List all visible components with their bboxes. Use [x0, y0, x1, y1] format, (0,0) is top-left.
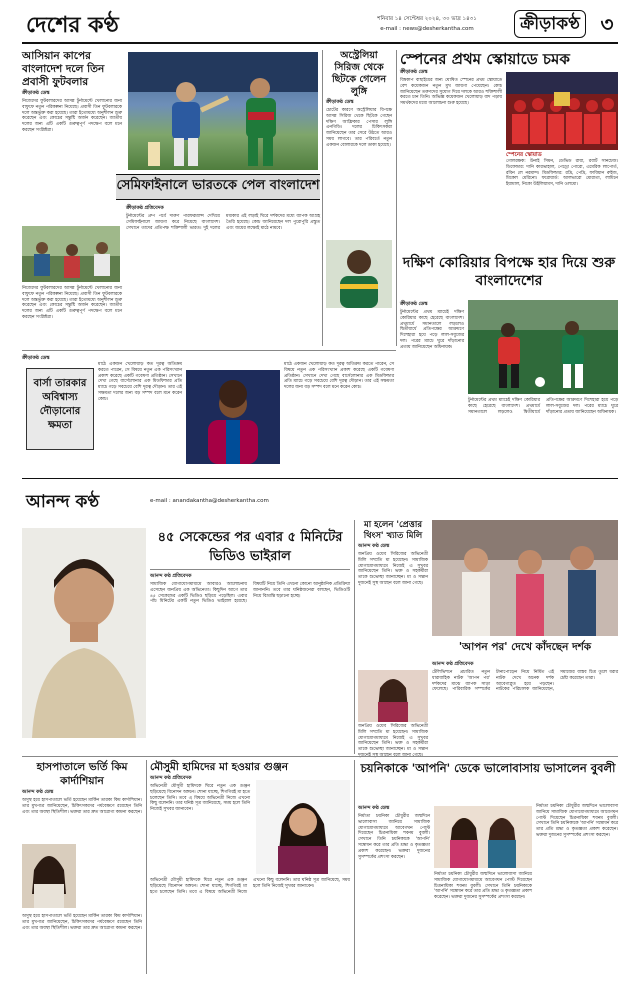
- article-viral: [150, 572, 350, 740]
- asian-cup-continued: নিজেদের ফুটবলারদের আসন্ন টুর্নামেন্টে খেলানোর জন্য বাফুফে নতুন পরিকল্পনা নিয়েছে। প্রবাসী তিন ফুটবলারকে দলে অন্তর্ভুক্ত করা হয়েছে। তারা ইতোমধ্যে অনুশীলন শুরু করেছেন এবং কোচের সন্তুষ্টি অর্জন করেছেন। জাতীয় দলের জন্য এটি একটি গুরুত্বপূর্ণ পদক্ষেপ বলে মনে করছেন সংশ্লিষ্টরা।: [22, 286, 122, 320]
- body-text: অভিনেত্রী মৌসুমী হামিদকে ঘিরে নতুন এক গুঞ্জন ছড়িয়েছে বিনোদন অঙ্গনে। শোনা যাচ্ছে, শিগগিরই মা হতে চলেছেন তিনি। তবে এ বিষয়ে অভিনেত্রী নিজে এখনো কিছু বলেননি। তার ঘনিষ্ঠ সূত্র জানিয়েছে, সময় হলে তিনি নিজেই সুখবর জানাবেন।: [150, 784, 250, 813]
- headline: বার্সা তারকার অবিশ্বাস্য দৌড়ানোর ক্ষমতা: [33, 378, 87, 431]
- masthead: [22, 8, 618, 44]
- photo-actor: [22, 528, 146, 738]
- body-text: জনপ্রিয় ওয়েব সিরিজের অভিনেত্রী মিলি সম্প্রতি মা হয়েছেন। সামাজিক যোগাযোগমাধ্যমে নিজেই এ সুখবর জানিয়েছেন তিনি। ভক্ত ও সহকর্মীরা তাকে শুভেচ্ছা জানাচ্ছেন। মা ও সন্তান দুজনেই সুস্থ আছেন বলে জানা গেছে।: [358, 552, 428, 586]
- entertainment-header: [22, 490, 618, 516]
- body-text: অসুস্থ হয়ে হাসপাতালে ভর্তি হয়েছেন মার্কিন তারকা কিম কার্দাশিয়ান। তার মুখপাত্র জানিয়েছেন, চিকিৎসকদের পর্যবেক্ষণে রয়েছেন তিনি এবং তার অবস্থা স্থিতিশীল। ভক্তরা তার দ্রুত আরোগ্য কামনা করছেন।: [22, 798, 142, 815]
- body-text: চোটের কারণে অস্ট্রেলিয়ার বিপক্ষে আসন্ন সিরিজ থেকে ছিটকে গেছেন দক্ষিণ আফ্রিকার পেসার লুঙ্গি এনগিডি। দলের চিকিৎসকরা জানিয়েছেন তার সেরে উঠতে আরও সময় লাগবে। তার পরিবর্তে নতুন একজন বোলারকে দলে ডাকা হয়েছে।: [326, 108, 392, 148]
- headline: ৪৫ সেকেন্ডের পর এবার ৫ মিনিটের ভিডিও ভাইরাল: [157, 530, 343, 564]
- headline: আসিয়ান কাপের বাংলাদেশ দলে তিন প্রবাসী ফুটবলার: [22, 50, 105, 88]
- article-chayanika-headline: [358, 760, 618, 800]
- entertainment-title: আনন্দ কণ্ঠ: [26, 492, 100, 512]
- body-text: টুর্নামেন্টের গ্রুপ পর্বে দারুণ পারফরম্যান্স দেখিয়ে সেমিফাইনালে জায়গা করে নিয়েছে বাংলাদেশ। সেখানে তাদের প্রতিপক্ষ শক্তিশালী ভারত। দুই দলের মধ্যকার এই লড়াই ঘিরে দর্শকদের মধ্যে ব্যাপক আগ্রহ তৈরি হয়েছে। কোচ জানিয়েছেন দল পুরোপুরি প্রস্তুত এবং জয়ের লক্ষ্যেই মাঠে নামবে।: [126, 214, 320, 231]
- headline: দক্ষিণ কোরিয়ার বিপক্ষে হার দিয়ে শুরু বাংলাদেশের: [402, 255, 616, 289]
- photo-cricket-match: [128, 52, 318, 170]
- body-text: টেলিভিশনে প্রচারিত নতুন ধারাবাহিক নাটক 'আপন পর' দর্শকদের মাঝে ব্যাপক সাড়া ফেলেছে। পারিবারিক সম্পর্কের টানাপোড়েন নিয়ে নির্মিত এই নাটক দেখে অনেক দর্শক আবেগাপ্লুত হয়ে পড়ছেন। নাটকের পরিচালক জানিয়েছেন, সমাজের বাস্তব চিত্র তুলে ধরার চেষ্টা করেছেন তারা।: [432, 670, 618, 693]
- chayanika-continued-1: নির্মাতা চয়নিকা চৌধুরীর জন্মদিনে ভালোবাসা জানিয়ে সামাজিক যোগাযোগমাধ্যমে আবেগঘন পোস্ট দিয়েছেন চিত্রনায়িকা শবনম বুবলী। সেখানে তিনি চয়নিকাকে 'আপনি' সম্বোধন করে তার প্রতি শ্রদ্ধা ও কৃতজ্ঞতা প্রকাশ করেছেন। ভক্তরা দুজনের সুসম্পর্কের প্রশংসা করছেন।: [434, 872, 532, 901]
- photo-chayanika-bubly: [434, 806, 532, 868]
- headline: সেমিফাইনালে ভারতকে পেল বাংলাদেশ: [116, 178, 320, 193]
- article-korea-headline: [400, 254, 618, 296]
- byline: আনন্দ কণ্ঠ ডেস্ক: [358, 544, 390, 549]
- byline: ক্রীড়াকণ্ঠ ডেস্ক: [22, 91, 50, 96]
- byline: ক্রীড়াকণ্ঠ ডেস্ক: [22, 356, 50, 361]
- viral-headline-box: [150, 528, 350, 570]
- byline: আনন্দ কণ্ঠ প্রতিবেদক: [150, 776, 192, 781]
- headline: চয়নিকাকে 'আপনি' ডেকে ভালোবাসায় ভাসালেন বুবলী: [360, 761, 616, 775]
- spain-squad-caption: [506, 152, 618, 252]
- article-korea: [400, 300, 464, 470]
- page-number: ৩: [600, 12, 614, 36]
- body-text: বিশ্বকাপ বাছাইয়ের জন্য ঘোষিত স্পেনের প্রথম স্কোয়াডে বেশ কয়েকজন নতুন মুখ জায়গা পেয়েছেন। কোচ জানিয়েছেন তরুণদের সুযোগ দিয়ে দলকে আরও শক্তিশালী করতে চান তিনি। অভিজ্ঞ কয়েকজন খেলোয়াড় বাদ পড়ায় সমর্থকদের মধ্যে আলোচনা শুরু হয়েছে।: [400, 78, 502, 107]
- kim-continued: অসুস্থ হয়ে হাসপাতালে ভর্তি হয়েছেন মার্কিন তারকা কিম কার্দাশিয়ান। তার মুখপাত্র জানিয়েছেন, চিকিৎসকদের পর্যবেক্ষণে রয়েছেন তিনি এবং তার অবস্থা স্থিতিশীল। ভক্তরা তার দ্রুত আরোগ্য কামনা করছেন।: [22, 914, 142, 931]
- byline: ক্রীড়াকণ্ঠ প্রতিবেদক: [126, 206, 164, 211]
- article-apon-por: [432, 660, 618, 756]
- brand-left: দেশের কণ্ঠ: [26, 12, 119, 38]
- article-mili: [358, 520, 428, 646]
- photo-korea-match: [468, 300, 618, 394]
- body-text: নির্মাতা চয়নিকা চৌধুরীর জন্মদিনে ভালোবাসা জানিয়ে সামাজিক যোগাযোগমাধ্যমে আবেগঘন পোস্ট দিয়েছেন চিত্রনায়িকা শবনম বুবলী। সেখানে তিনি চয়নিকাকে 'আপনি' সম্বোধন করে তার প্রতি শ্রদ্ধা ও কৃতজ্ঞতা প্রকাশ করেছেন। ভক্তরা দুজনের সুসম্পর্কের প্রশংসা করছেন।: [358, 814, 430, 860]
- email-line: e-mail : news@desherkantha.com: [380, 26, 474, 32]
- photo-barca-player: [186, 370, 280, 464]
- byline: ক্রীড়াকণ্ঠ ডেস্ক: [326, 100, 354, 105]
- byline: ক্রীড়াকণ্ঠ ডেস্ক: [400, 70, 428, 75]
- section-title-box: [514, 10, 586, 38]
- date-line: শনিবার ১৪ সেপ্টেম্বর ২০২৪, ৩০ ভাদ্র ১৪৩১: [377, 16, 477, 22]
- byline: আনন্দ কণ্ঠ ডেস্ক: [22, 790, 54, 795]
- byline: ক্রীড়াকণ্ঠ ডেস্ক: [400, 302, 428, 307]
- article-chayanika: [358, 804, 430, 974]
- mousumi-continued: অভিনেত্রী মৌসুমী হামিদকে ঘিরে নতুন এক গুঞ্জন ছড়িয়েছে বিনোদন অঙ্গনে। শোনা যাচ্ছে, শিগগিরই মা হতে চলেছেন তিনি। তবে এ বিষয়ে অভিনেত্রী নিজে এখনো কিছু বলেননি। তার ঘনিষ্ঠ সূত্র জানিয়েছে, সময় হলে তিনি নিজেই সুখবর জানাবেন।: [150, 878, 350, 895]
- section-title: ক্রীড়াকণ্ঠ: [520, 14, 580, 34]
- apon-por-headline-box: [432, 640, 618, 656]
- photo-mili: [358, 670, 428, 722]
- body-text: নিজেদের ফুটবলারদের আসন্ন টুর্নামেন্টে খেলানোর জন্য বাফুফে নতুন পরিকল্পনা নিয়েছে। প্রবাসী তিন ফুটবলারকে দলে অন্তর্ভুক্ত করা হয়েছে। তারা ইতোমধ্যে অনুশীলন শুরু করেছেন এবং কোচের সন্তুষ্টি অর্জন করেছেন। জাতীয় দলের জন্য এটি একটি গুরুত্বপূর্ণ পদক্ষেপ বলে মনে করছেন সংশ্লিষ্টরা।: [22, 99, 122, 133]
- headline: স্পেনের প্রথম স্কোয়াডে চমক: [400, 50, 570, 68]
- body-text: সামাজিক যোগাযোগমাধ্যমে আবারও আলোচনায় এসেছেন জনপ্রিয় এক অভিনেতা। কিছুদিন আগে তার ৪৫ সেকেন্ডের একটি ভিডিও ছড়িয়ে পড়েছিল। এবার পাঁচ মিনিটের একটি নতুন ভিডিও ভাইরাল হয়েছে। বিষয়টি নিয়ে তিনি এখনো কোনো আনুষ্ঠানিক প্রতিক্রিয়া জানাননি। তবে তার ঘনিষ্ঠজনেরা বলছেন, ভিডিওটি নিয়ে বিভ্রান্তি ছড়ানো হচ্ছে।: [150, 582, 350, 605]
- barca-body-col1: মাঠে একজন খেলোয়াড় কত দূরত্ব অতিক্রম করতে পারেন, সে বিষয়ে নতুন এক পরিসংখ্যান প্রকাশ করেছে একটি গবেষণা প্রতিষ্ঠান। সেখানে দেখা গেছে বার্সেলোনার এক মিডফিল্ডার প্রতি ম্যাচে গড়ে সবচেয়ে বেশি দূরত্ব দৌড়ান। তার এই সক্ষমতা দলের জন্য বড় সম্পদ বলে মনে করেন কোচ।: [98, 362, 182, 402]
- chayanika-continued-2: নির্মাতা চয়নিকা চৌধুরীর জন্মদিনে ভালোবাসা জানিয়ে সামাজিক যোগাযোগমাধ্যমে আবেগঘন পোস্ট দিয়েছেন চিত্রনায়িকা শবনম বুবলী। সেখানে তিনি চয়নিকাকে 'আপনি' সম্বোধন করে তার প্রতি শ্রদ্ধা ও কৃতজ্ঞতা প্রকাশ করেছেন। ভক্তরা দুজনের সুসম্পর্কের প্রশংসা করছেন।: [536, 804, 618, 838]
- caption-text: গোলরক্ষক: উনাই সিমন, ডেভিড রায়া, রবার্ট সানচেজ। ডিফেন্ডার: দানি কারভাহাল, পেড্রো পোরো, এমেরিক লাপোর্ত, রবিন লে নরমান্দ। মিডফিল্ডার: রদ্রি, পেদ্রি, ফাবিয়ান রুইজ, মিকেল মেরিনো। ফরোয়ার্ড: আলভারো মোরাতা, লামিনে ইয়ামাল, নিকো উইলিয়ামস, দানি ওলমো।: [506, 159, 618, 188]
- banner-semifinal: [116, 174, 320, 200]
- photo-mousumi: [256, 780, 350, 874]
- photo-spain-team: [506, 72, 618, 150]
- barca-headline-box: [26, 368, 94, 450]
- barca-body-col2: মাঠে একজন খেলোয়াড় কত দূরত্ব অতিক্রম করতে পারেন, সে বিষয়ে নতুন এক পরিসংখ্যান প্রকাশ করেছে একটি গবেষণা প্রতিষ্ঠান। সেখানে দেখা গেছে বার্সেলোনার এক মিডফিল্ডার প্রতি ম্যাচে গড়ে সবচেয়ে বেশি দূরত্ব দৌড়ান। তার এই সক্ষমতা দলের জন্য বড় সম্পদ বলে মনে করেন কোচ।: [284, 362, 394, 391]
- byline: আনন্দ কণ্ঠ প্রতিবেদক: [432, 662, 474, 667]
- headline: মৌসুমী হামিদের মা হওয়ার গুঞ্জন: [150, 761, 289, 773]
- photo-kim: [22, 844, 76, 908]
- korea-continued: টুর্নামেন্টের প্রথম ম্যাচেই দক্ষিণ কোরিয়ার কাছে হেরেছে বাংলাদেশ। প্রথমার্ধে সমানতালে লড়লেও দ্বিতীয়ার্ধে প্রতিপক্ষের আক্রমণে দিশেহারা হয়ে পড়ে লাল-সবুজের দল। পরের ম্যাচে ঘুরে দাঁড়ানোর প্রত্যয় জানিয়েছেন অধিনায়ক।: [468, 398, 618, 415]
- photo-apon-por: [432, 520, 618, 636]
- byline: আনন্দ কণ্ঠ প্রতিবেদক: [150, 574, 192, 579]
- headline: হাসপাতালে ভর্তি কিম কার্দাশিয়ান: [36, 761, 128, 787]
- entertainment-email: e-mail : anandakantha@desherkantha.com: [150, 498, 269, 504]
- photo-lungi: [326, 240, 392, 308]
- headline: মা হলেন 'প্রেত্তার থিংস' খ্যাত মিলি: [363, 520, 423, 541]
- mili-continued: জনপ্রিয় ওয়েব সিরিজের অভিনেত্রী মিলি সম্প্রতি মা হয়েছেন। সামাজিক যোগাযোগমাধ্যমে নিজেই এ সুখবর জানিয়েছেন তিনি। ভক্ত ও সহকর্মীরা তাকে শুভেচ্ছা জানাচ্ছেন। মা ও সন্তান দুজনেই সুস্থ আছেন বলে জানা গেছে।: [358, 724, 428, 758]
- photo-fans: [22, 226, 120, 282]
- article-semifinal: [126, 204, 320, 344]
- headline: 'আপন পর' দেখে কাঁদছেন দর্শক: [458, 641, 592, 653]
- article-asian-cup: [22, 50, 122, 226]
- caption-title: স্পেনের স্কোয়াড: [506, 152, 542, 158]
- byline: আনন্দ কণ্ঠ ডেস্ক: [358, 806, 390, 811]
- body-text: টুর্নামেন্টের প্রথম ম্যাচেই দক্ষিণ কোরিয়ার কাছে হেরেছে বাংলাদেশ। প্রথমার্ধে সমানতালে লড়লেও দ্বিতীয়ার্ধে প্রতিপক্ষের আক্রমণে দিশেহারা হয়ে পড়ে লাল-সবুজের দল। পরের ম্যাচে ঘুরে দাঁড়ানোর প্রত্যয় জানিয়েছেন অধিনায়ক।: [400, 310, 464, 350]
- headline: অস্ট্রেলিয়া সিরিজ থেকে ছিটকে গেলেন লুঙ্গি: [331, 50, 387, 97]
